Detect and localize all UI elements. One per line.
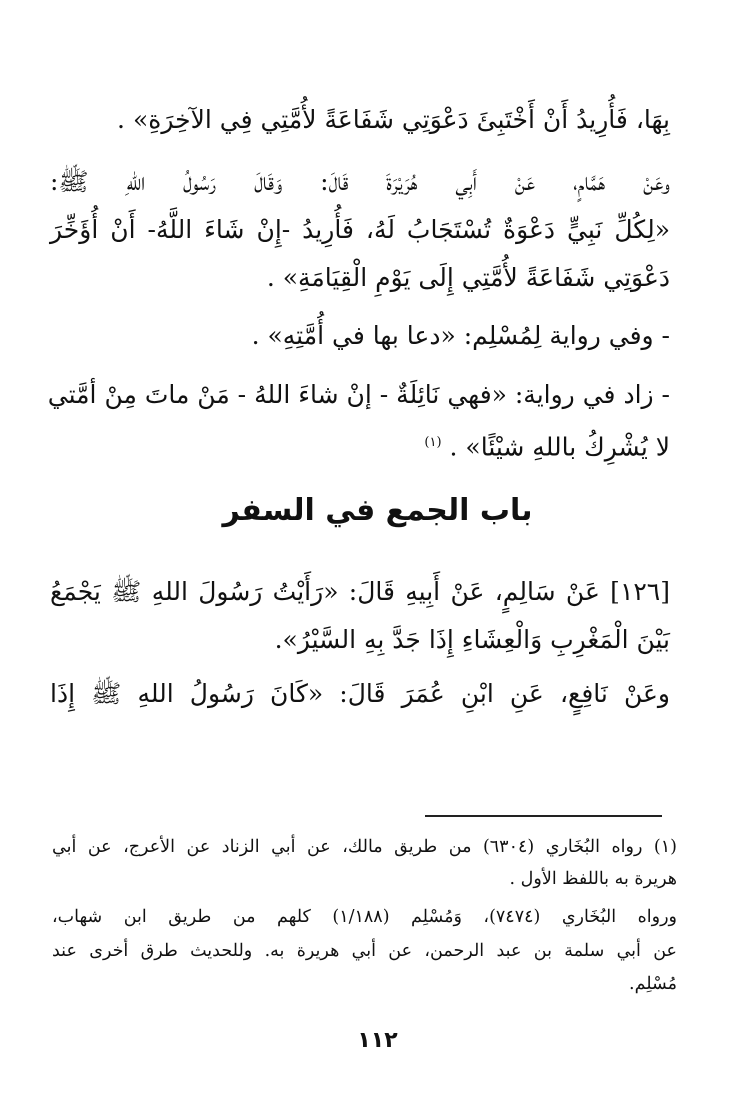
footnote-line-5: مُسْلِم. — [629, 974, 677, 994]
section-heading: باب الجمع في السفر — [222, 493, 533, 528]
body-line-8: [١٢٦] عَنْ سَالِمٍ، عَنْ أَبِيهِ قَالَ: «رَأَيْتُ رَسُولَ اللهِ ﷺ يَجْمَعُ — [50, 577, 670, 606]
footnote-marker: (١) — [424, 435, 442, 450]
body-line-6: - زاد في رواية: «فهي نَائِلَةٌ - إنْ شاءَ اللهُ - مَنْ ماتَ مِنْ أمَّتي — [47, 380, 670, 409]
footnote-line-3: ورواه البُخَاري (٧٤٧٤)، وَمُسْلِم (١/١٨٨) كلهم من طريق ابن شهاب، — [52, 907, 677, 927]
body-line-9: بَيْنَ الْمَغْرِبِ وَالْعِشَاءِ إِذَا جَدَّ بِهِ السَّيْرُ». — [274, 625, 670, 654]
body-line-2: وعَنْ هَمَّامٍ، عَنْ أَبِي هُرَيْرَةَ قَالَ: وَقَالَ رَسُولُ اللهِ ﷺ: — [50, 167, 670, 196]
footnote-separator — [425, 815, 662, 817]
footnote-line-1: (١) رواه البُخَاري (٦٣٠٤) من طريق مالك، عن أبي الزناد عن الأعرج، عن أبي — [52, 837, 677, 857]
body-line-1: بِهَا، فَأُرِيدُ أَنْ أَخْتَبِئَ دَعْوَتِي شَفَاعَةً لأُمَّتِي فِي الآخِرَةِ» . — [117, 105, 670, 134]
body-line-3: «لِكُلِّ نَبِيٍّ دَعْوَةٌ تُسْتَجَابُ لَهُ، فَأُرِيدُ -إِنْ شَاءَ اللَّهُ- أَنْ أُؤَخِّرَ — [50, 215, 670, 244]
page-number: ١١٢ — [357, 1028, 398, 1053]
footnote-line-4: عن أبي سلمة بن عبد الرحمن، عن أبي هريرة به. وللحديث طرق أخرى عند — [52, 941, 677, 961]
body-line-4: دَعْوَتِي شَفَاعَةً لأُمَّتِي إِلَى يَوْمِ الْقِيَامَةِ» . — [266, 263, 670, 292]
body-line-5: - وفي رواية لِمُسْلِم: «دعا بها في أُمَّتِهِ» . — [251, 321, 670, 350]
body-line-7 — [424, 423, 670, 467]
body-line-7-text: لا يُشْرِكُ باللهِ شيْئًا» . — [449, 432, 670, 462]
body-line-10: وعَنْ نَافِعٍ، عَنِ ابْنِ عُمَرَ قَالَ: «كَانَ رَسُولُ اللهِ ﷺ إِذَا — [50, 679, 670, 708]
footnote-line-2: هريرة به باللفظ الأول . — [509, 869, 677, 889]
